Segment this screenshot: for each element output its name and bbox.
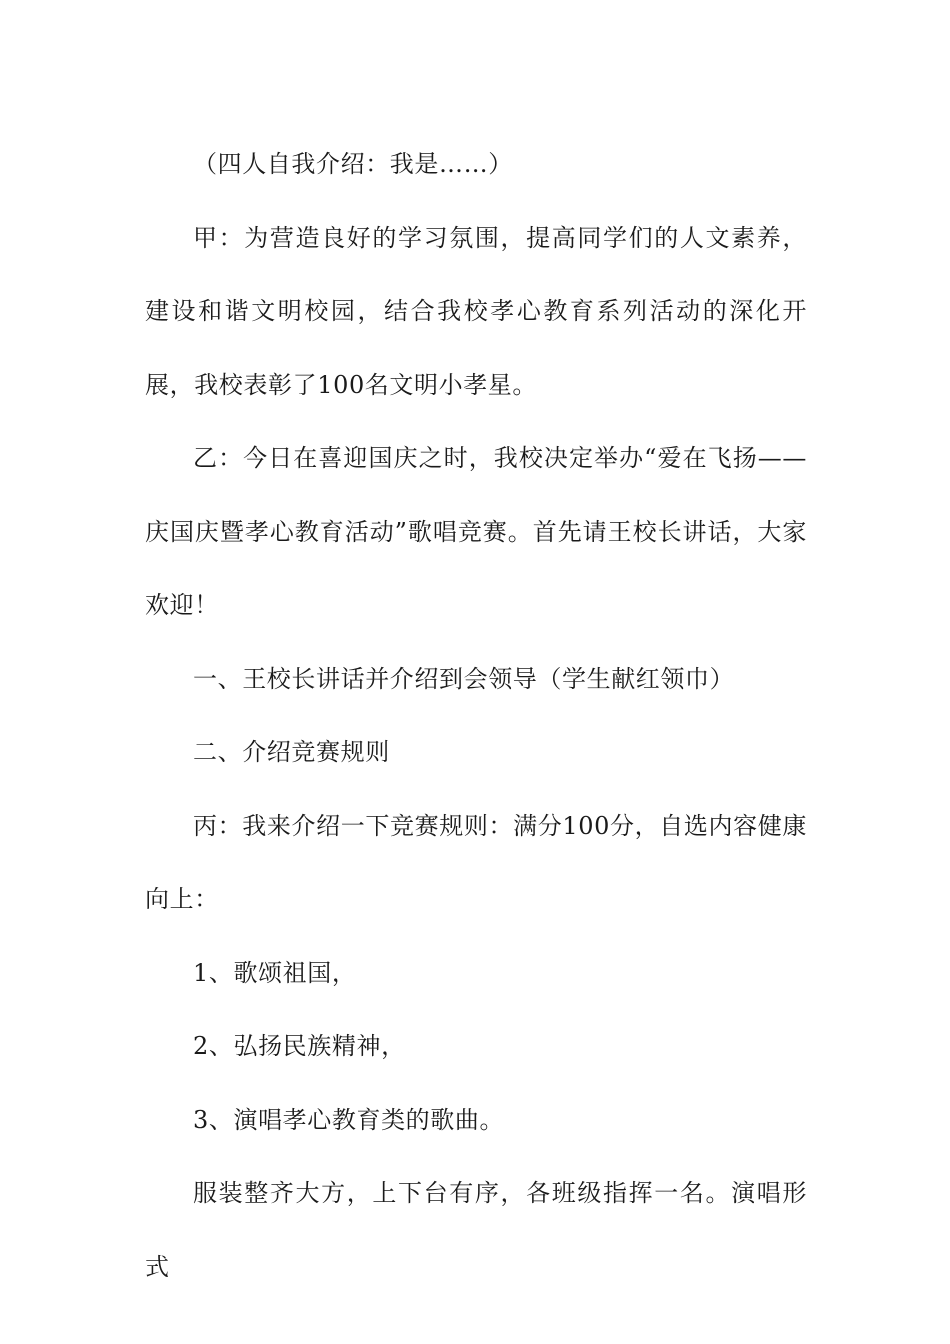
list-item-rule-2: 2、弘扬民族精神，	[193, 1032, 406, 1060]
list-item-rule-1: 1、歌颂祖国，	[193, 958, 357, 987]
paragraph-speaker-jia: 甲：为营造良好的学习氛围，提高同学们的人文素养，建设和谐文明校园，结合我校孝心教育系列活动的深化开展，我校表彰了100名文明小孝星。	[145, 223, 807, 399]
paragraph-dress-requirements: 服装整齐大方，上下台有序，各班级指挥一名。演唱形式	[145, 1179, 807, 1281]
paragraph-section-one: 一、王校长讲话并介绍到会领导（学生献红领巾）	[193, 664, 735, 693]
list-item-rule-3: 3、演唱孝心教育类的歌曲。	[193, 1105, 505, 1134]
paragraph-self-introduction: （四人自我介绍：我是……）	[193, 150, 513, 178]
document-body	[145, 128, 807, 1304]
paragraph-section-two: 二、介绍竞赛规则	[193, 738, 390, 766]
paragraph-speaker-bing: 丙：我来介绍一下竞赛规则：满分100分，自选内容健康向上：	[145, 811, 807, 913]
paragraph-speaker-yi: 乙：今日在喜迎国庆之时，我校决定举办“爱在飞扬——庆国庆暨孝心教育活动”歌唱竞赛。首先请王校长讲话，大家欢迎！	[145, 444, 807, 619]
